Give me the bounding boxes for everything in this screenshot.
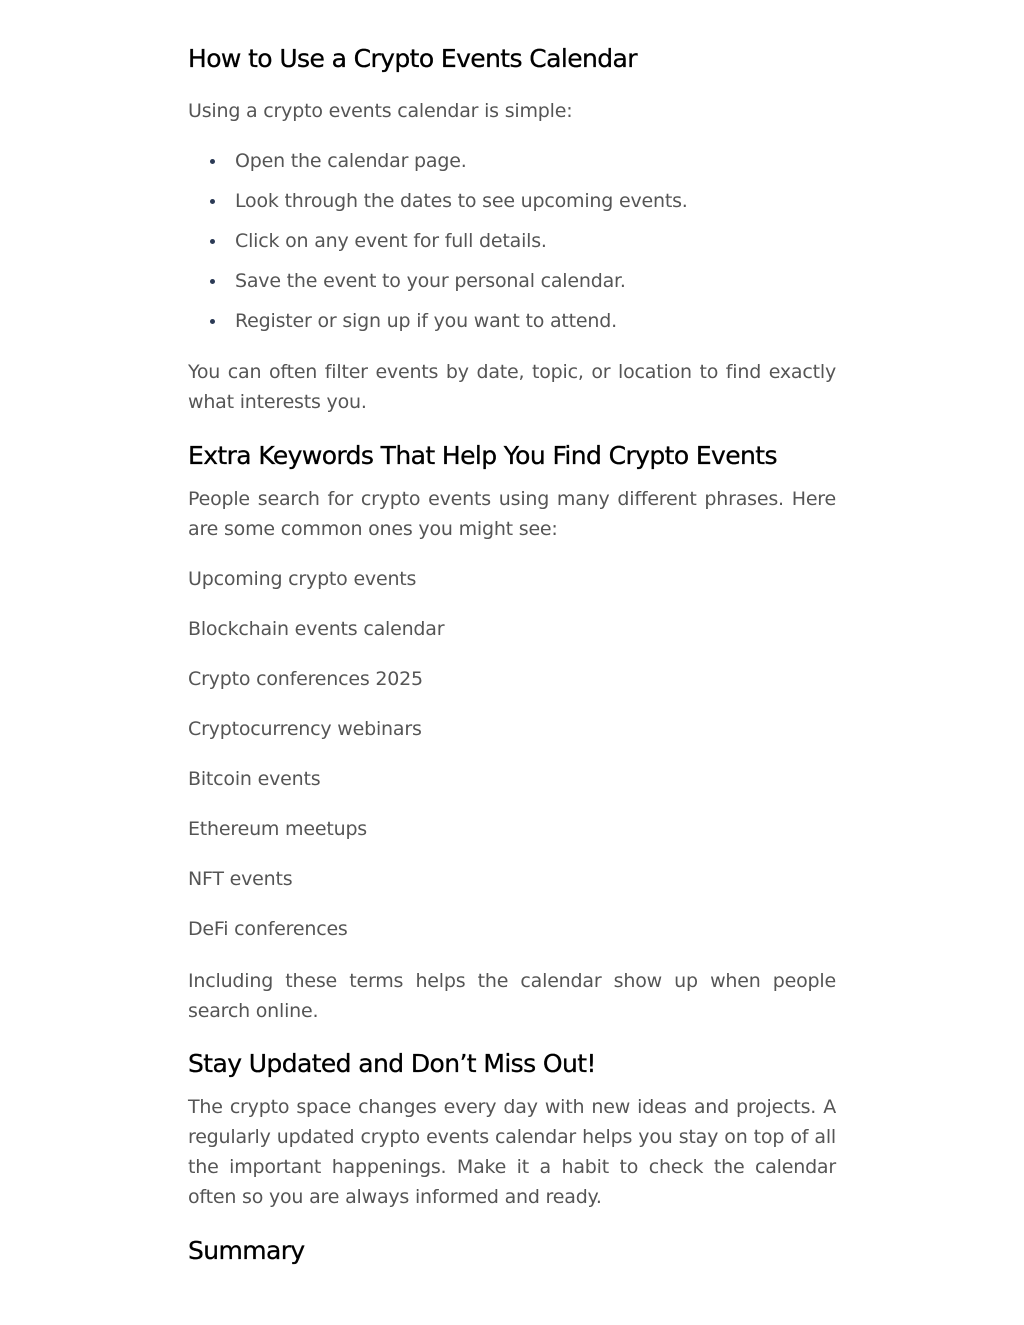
section-heading-extra-keywords: Extra Keywords That Help You Find Crypto Events xyxy=(188,441,777,470)
keyword-item: Bitcoin events xyxy=(188,768,321,790)
keyword-item: Crypto conferences 2025 xyxy=(188,668,423,690)
section-heading-how-to-use: How to Use a Crypto Events Calendar xyxy=(188,44,637,73)
list-item: Look through the dates to see upcoming events. xyxy=(188,186,836,216)
keywords-list xyxy=(188,564,836,964)
keyword-item: Upcoming crypto events xyxy=(188,568,417,590)
keywords-intro: People search for crypto events using many different phrases. Here are some common ones you might see: xyxy=(188,488,836,540)
keyword-item: Cryptocurrency webinars xyxy=(188,718,422,740)
stay-updated-body: The crypto space changes every day with new ideas and projects. A regularly updated crypto events calendar helps you stay on top of all the important happenings. Make it a habit to check the calendar often so you are always informed and ready. xyxy=(188,1096,836,1208)
keyword-item: NFT events xyxy=(188,868,293,890)
keyword-item: Ethereum meetups xyxy=(188,818,367,840)
how-to-intro: Using a crypto events calendar is simple: xyxy=(188,100,573,122)
how-to-outro: You can often filter events by date, topic, or location to find exactly what interests you. xyxy=(188,361,836,413)
list-item: Register or sign up if you want to attend. xyxy=(188,306,836,336)
section-heading-summary: Summary xyxy=(188,1236,305,1265)
list-item: Open the calendar page. xyxy=(188,146,836,176)
keywords-outro: Including these terms helps the calendar show up when people search online. xyxy=(188,970,836,1022)
keyword-item: DeFi conferences xyxy=(188,918,348,940)
list-item: Click on any event for full details. xyxy=(188,226,836,256)
section-heading-stay-updated: Stay Updated and Don’t Miss Out! xyxy=(188,1049,596,1078)
list-item: Save the event to your personal calendar. xyxy=(188,266,836,296)
how-to-steps-list xyxy=(188,146,836,346)
keyword-item: Blockchain events calendar xyxy=(188,618,445,640)
